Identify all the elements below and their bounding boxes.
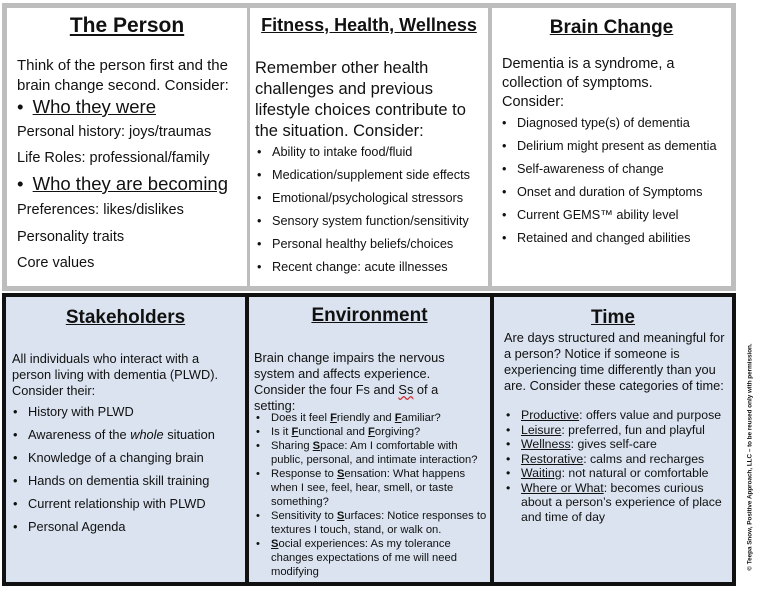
brain-panel: [492, 8, 731, 286]
list-item: • Ability to intake food/fluid: [272, 145, 486, 168]
list-item: • Awareness of the whole situation: [28, 427, 242, 450]
time-title: Time: [590, 307, 635, 328]
environment-intro: Brain change impairs the nervous system and affects experience. Consider the four Fs and Ss of a setting:: [254, 350, 445, 413]
list-item: • Diagnosed type(s) of dementia: [517, 116, 729, 139]
environment-panel: [249, 297, 490, 582]
list-item: • Self-awareness of change: [517, 162, 729, 185]
list-item: • Personal Agenda: [28, 519, 242, 542]
list-item: • Sensitivity to Surfaces: Notice responses to textures I touch, stand, or walk on.: [271, 509, 487, 537]
stakeholders-title: Stakeholders: [65, 307, 186, 328]
list-item: • Response to Sensation: What happens when I see, feel, hear, smell, or taste something?: [271, 467, 487, 509]
list-item: • Sharing Space: Am I comfortable with public, personal, and intimate interaction?: [271, 439, 487, 467]
person-line-history: Personal history: joys/traumas: [17, 124, 212, 140]
list-item: • Medication/supplement side effects: [272, 168, 486, 191]
list-item: • Is it Functional and Forgiving?: [271, 425, 487, 439]
list-item: • History with PLWD: [28, 404, 242, 427]
person-intro: Think of the person first and the brain change second. Consider:: [17, 57, 229, 94]
list-item: • Does it feel Friendly and Familiar?: [271, 411, 487, 425]
brain-title: Brain Change: [549, 17, 674, 38]
bullet-dot-icon: •: [17, 96, 24, 117]
stakeholders-list: [28, 404, 242, 542]
bullet-dot-icon: •: [17, 173, 24, 194]
copyright-note: © Teepa Snow, Positive Approach, LLC – to be reused only with permission.: [746, 343, 754, 571]
time-panel: [494, 297, 732, 582]
top-row: [2, 3, 736, 291]
list-item: • Recent change: acute illnesses: [272, 260, 486, 283]
person-line-traits: Personality traits: [17, 229, 125, 245]
brain-intro: Dementia is a syndrome, a collection of symptoms. Consider:: [502, 56, 675, 110]
list-item: • Current GEMS™ ability level: [517, 208, 729, 231]
list-item: • Emotional/psychological stressors: [272, 191, 486, 214]
list-item: • Where or What: becomes curious about a person’s experience of place and time of day: [521, 481, 726, 525]
environment-list: [271, 411, 487, 579]
brain-list: [517, 116, 729, 254]
list-item: • Delirium might present as dementia: [517, 139, 729, 162]
fitness-panel: [250, 8, 488, 286]
fitness-intro: Remember other health challenges and previous lifestyle choices contribute to the situation. Consider:: [255, 59, 466, 140]
list-item: • Knowledge of a changing brain: [28, 450, 242, 473]
bottom-row: [2, 293, 736, 586]
person-line-preferences: Preferences: likes/dislikes: [17, 202, 184, 218]
list-item: • Wellness: gives self-care: [521, 437, 726, 452]
list-item: • Personal healthy beliefs/choices: [272, 237, 486, 260]
list-item: • Social experiences: As my tolerance changes expectations of me will need modifying: [271, 537, 487, 579]
person-title: The Person: [69, 14, 185, 37]
list-item: • Onset and duration of Symptoms: [517, 185, 729, 208]
time-list: [521, 408, 726, 524]
fitness-list: [272, 145, 486, 283]
person-panel: [7, 8, 247, 286]
stakeholders-intro: All individuals who interact with a person living with dementia (PLWD). Consider their:: [12, 351, 219, 398]
list-item: • Sensory system function/sensitivity: [272, 214, 486, 237]
list-item: • Restorative: calms and recharges: [521, 452, 726, 467]
list-item: • Hands on dementia skill training: [28, 473, 242, 496]
stakeholders-panel: [6, 297, 245, 582]
list-item: • Waiting: not natural or comfortable: [521, 466, 726, 481]
environment-title: Environment: [311, 305, 428, 326]
list-item: • Leisure: preferred, fun and playful: [521, 423, 726, 438]
fitness-title: Fitness, Health, Wellness: [261, 15, 477, 35]
list-item: • Current relationship with PLWD: [28, 496, 242, 519]
person-line-values: Core values: [17, 255, 95, 271]
list-item: • Retained and changed abilities: [517, 231, 729, 254]
time-intro: Are days structured and meaningful for a person? Notice if someone is experiencing time differently than you are. Consider these categories of time:: [504, 330, 725, 393]
person-bullet-becoming: • Who they are becoming: [17, 173, 229, 194]
person-line-roles: Life Roles: professional/family: [17, 150, 210, 166]
list-item: • Productive: offers value and purpose: [521, 408, 726, 423]
person-bullet-who-were: • Who they were: [17, 96, 157, 117]
